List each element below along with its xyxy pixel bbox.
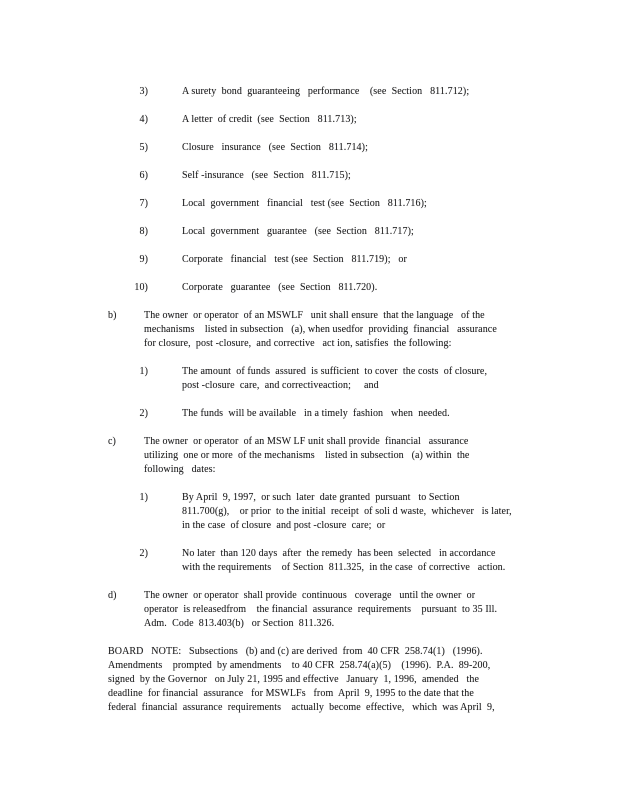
item-number: 5) [139, 142, 148, 153]
list-item-9 [108, 253, 510, 267]
text-line: deadline for financial assurance for MSWLFs from April 9, 1995 to the date that the [108, 688, 474, 699]
text-line: Closure insurance (see Section 811.714); [182, 142, 368, 153]
list-item-3 [108, 85, 510, 99]
text-line: mechanisms listed in subsection (a), when usedfor providing financial assurance [144, 324, 497, 335]
list-item-5 [108, 141, 510, 155]
item-text [182, 169, 351, 183]
text-line: No later than 120 days after the remedy has been selected in accordance [182, 548, 496, 559]
item-text [182, 253, 407, 267]
text-line: Corporate financial test (see Section 811.719); or [182, 254, 407, 265]
item-number: 6) [139, 170, 148, 181]
text-line: operator is releasedfrom the financial assurance requirements pursuant to 35 Ill. [144, 604, 498, 615]
subsection-b [108, 309, 510, 351]
subsection-text [144, 435, 510, 477]
list-item-6 [108, 169, 510, 183]
subsection-text [144, 309, 510, 351]
subsection-d [108, 589, 510, 631]
board-note [108, 645, 510, 715]
item-text [182, 197, 427, 211]
item-text [182, 491, 510, 533]
item-text [182, 547, 505, 575]
text-line: A surety bond guaranteeing performance (see Section 811.712); [182, 86, 470, 97]
text-line: for closure, post -closure, and corrective act ion, satisfies the following: [144, 338, 452, 349]
text-line: Corporate guarantee (see Section 811.720). [182, 282, 378, 293]
item-text [182, 85, 469, 99]
text-line: signed by the Governor on July 21, 1995 and effective January 1, 1996, amended the [108, 674, 480, 685]
list-item-10 [108, 281, 510, 295]
list-item-8 [108, 225, 510, 239]
text-line: following dates: [144, 464, 216, 475]
subsection-label: c) [108, 436, 116, 447]
text-line: Amendments prompted by amendments to 40 CFR 258.74(a)(5) (1996). P.A. 89-200, [108, 660, 491, 671]
text-line: federal financial assurance requirements actually become effective, which was April 9, [108, 702, 495, 713]
item-number: 3) [139, 86, 148, 97]
text-line: post -closure care, and correctiveaction; and [182, 380, 379, 391]
sub-item-b2 [108, 407, 510, 421]
board-note-text [108, 645, 510, 715]
text-line: The owner or operator shall provide continuous coverage until the owner or [144, 590, 476, 601]
item-text [182, 225, 414, 239]
document-content [108, 85, 510, 729]
item-text [182, 407, 450, 421]
text-line: in the case of closure and post -closure care; or [182, 520, 386, 531]
sub-item-b1 [108, 365, 510, 393]
subsection-text [144, 589, 510, 631]
item-number: 2) [139, 548, 148, 559]
sub-item-c1 [108, 491, 510, 533]
item-number: 2) [139, 408, 148, 419]
item-number: 1) [139, 492, 148, 503]
list-item-7 [108, 197, 510, 211]
text-line: Self -insurance (see Section 811.715); [182, 170, 351, 181]
text-line: By April 9, 1997, or such later date granted pursuant to Section [182, 492, 460, 503]
sub-item-c2 [108, 547, 510, 575]
item-number: 4) [139, 114, 148, 125]
text-line: Local government financial test (see Section 811.716); [182, 198, 427, 209]
subsection-label: d) [108, 590, 117, 601]
text-line: BOARD NOTE: Subsections (b) and (c) are derived from 40 CFR 258.74(1) (1996). [108, 646, 483, 657]
subsection-c [108, 435, 510, 477]
item-number: 1) [139, 366, 148, 377]
text-line: The owner or operator of an MSW LF unit shall provide financial assurance [144, 436, 469, 447]
text-line: Local government guarantee (see Section 811.717); [182, 226, 414, 237]
item-text [182, 141, 368, 155]
text-line: with the requirements of Section 811.325, in the case of corrective action. [182, 562, 506, 573]
item-number: 8) [139, 226, 148, 237]
list-item-4 [108, 113, 510, 127]
item-number: 10) [134, 282, 148, 293]
item-text [182, 281, 377, 295]
item-number: 7) [139, 198, 148, 209]
text-line: Adm. Code 813.403(b) or Section 811.326. [144, 618, 335, 629]
text-line: utilizing one or more of the mechanisms listed in subsection (a) within the [144, 450, 470, 461]
item-number: 9) [139, 254, 148, 265]
text-line: The funds will be available in a timely fashion when needed. [182, 408, 450, 419]
text-line: The owner or operator of an MSWLF unit shall ensure that the language of the [144, 310, 485, 321]
text-line: 811.700(g), or prior to the initial receipt of soli d waste, whichever is later, [182, 506, 512, 517]
item-text [182, 113, 357, 127]
text-line: The amount of funds assured is sufficient to cover the costs of closure, [182, 366, 488, 377]
text-line: A letter of credit (see Section 811.713); [182, 114, 357, 125]
subsection-label: b) [108, 310, 117, 321]
item-text [182, 365, 487, 393]
